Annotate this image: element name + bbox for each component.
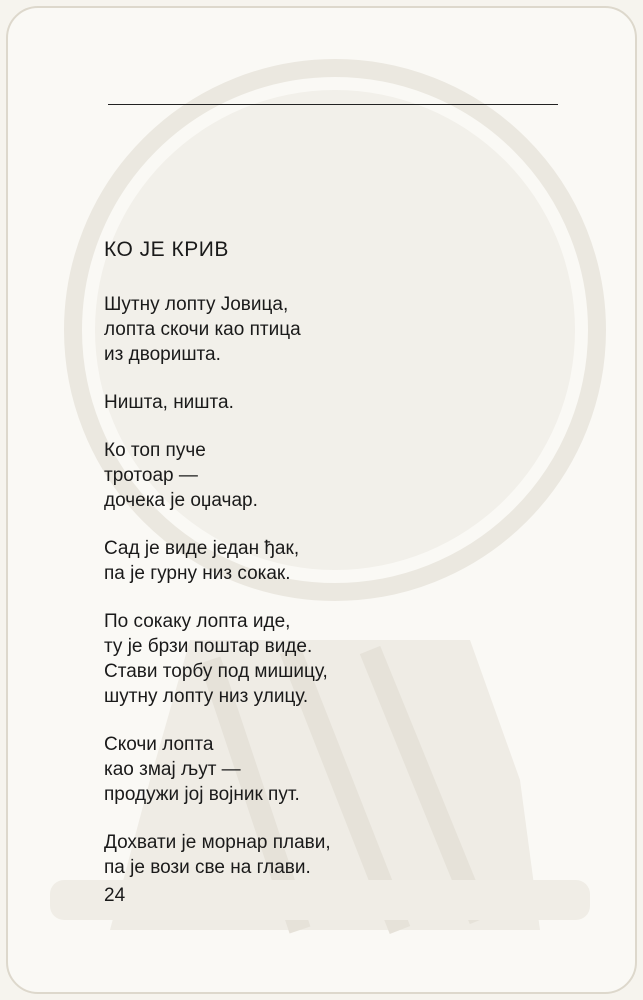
poem-line: Скочи лопта bbox=[104, 734, 214, 755]
poem-line: па је гурну низ сокак. bbox=[104, 563, 291, 584]
stanza bbox=[104, 732, 544, 807]
poem-line: По сокаку лопта иде, bbox=[104, 611, 291, 632]
poem-title: КО ЈЕ КРИВ bbox=[104, 238, 229, 261]
top-rule bbox=[108, 104, 558, 105]
poem-line: шутну лопту низ улицу. bbox=[104, 686, 309, 707]
poem-line: Ништа, ништа. bbox=[104, 392, 234, 413]
stanza bbox=[104, 438, 544, 513]
stanza bbox=[104, 536, 544, 586]
poem-line: ту је брзи поштар виде. bbox=[104, 636, 313, 657]
poem bbox=[104, 238, 544, 903]
poem-line: Сад је виде један ђак, bbox=[104, 538, 300, 559]
poem-line: Дохвати је морнар плави, bbox=[104, 832, 331, 853]
poem-line: Шутну лопту Јовица, bbox=[104, 294, 289, 315]
poem-line: из дворишта. bbox=[104, 344, 221, 365]
poem-line: као змај љут — bbox=[104, 759, 241, 780]
poem-line: тротоар — bbox=[104, 465, 198, 486]
poem-line: продужи јој војник пут. bbox=[104, 784, 300, 805]
stanza bbox=[104, 390, 544, 415]
poem-line: дочека је оџачар. bbox=[104, 490, 258, 511]
stanza bbox=[104, 830, 544, 880]
stanza bbox=[104, 292, 544, 367]
poem-line: лопта скочи као птица bbox=[104, 319, 301, 340]
page-number: 24 bbox=[104, 885, 126, 906]
poem-line: Стави торбу под мишицу, bbox=[104, 661, 328, 682]
stanza bbox=[104, 609, 544, 709]
poem-line: Ко топ пуче bbox=[104, 440, 206, 461]
poem-line: па је вози све на глави. bbox=[104, 857, 311, 878]
